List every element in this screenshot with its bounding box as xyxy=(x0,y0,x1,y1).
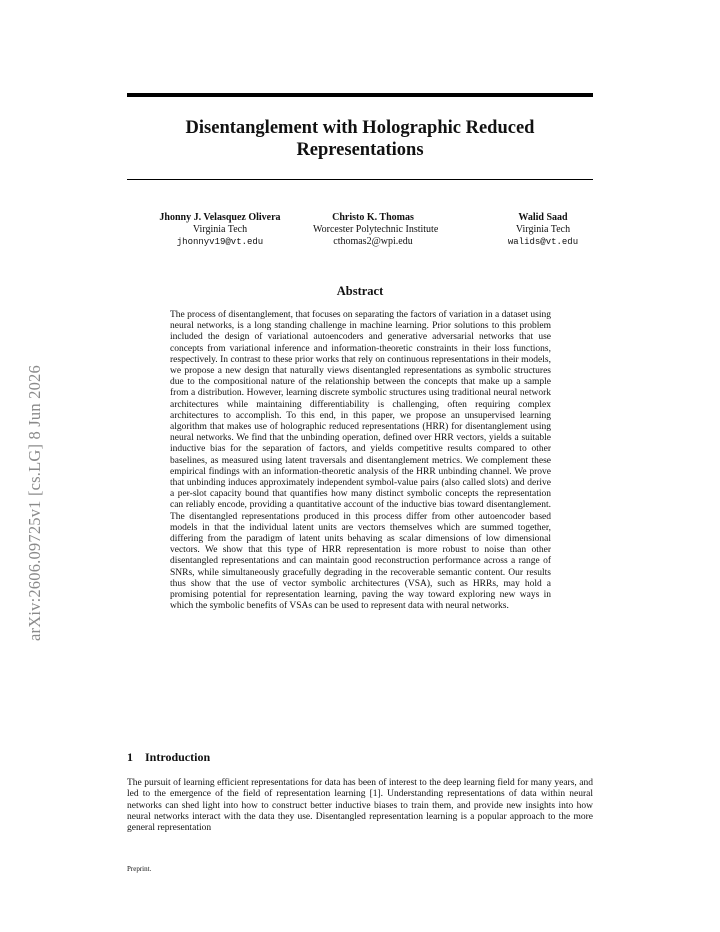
author-affiliation: Worcester Polytechnic Institute xyxy=(313,224,439,235)
author-email: jhonnyv19@vt.edu xyxy=(176,237,264,247)
title-bottom-rule xyxy=(127,179,593,180)
paper-title xyxy=(127,117,593,161)
author-1 xyxy=(150,212,290,248)
paper-title-line-1: Disentanglement with Holographic Reduced xyxy=(185,118,535,138)
author-block xyxy=(127,212,593,252)
author-name: Christo K. Thomas xyxy=(332,212,414,223)
introduction-body: The pursuit of learning efficient representations for data has been of interest to the deep learning field for many years, and led to the emergence of the field of representation learning [1]. Understanding representations of data within neural networks can shed light into how to construct better inductive biases to train them, and provide new insights into how neural networks interact with the data they use. Disentangled representation learning is a popular approach to the more general representation xyxy=(127,778,593,834)
author-affiliation: Virginia Tech xyxy=(192,224,248,235)
abstract-body: The process of disentanglement, that focuses on separating the factors of variation in a dataset using neural networks, is a long standing challenge in machine learning. Prior solutions to this problem included the design of variational autoencoders and generative adversarial networks that use concepts from variational inference and information-theoretic constraints in their loss functions, respectively. In contrast to these prior works that rely on continuous representations in their models, we propose a new design that naturally views disentangled representations as symbolic structures due to the compositional nature of the relationship between the concepts that make up a sample from a distribution. However, learning discrete symbolic structures using traditional neural network architectures while maintaining differentiability is challenging, often requiring complex architectures to accomplish. To this end, in this paper, we propose an unsupervised learning algorithm that makes use of holographic reduced representations (HRR) for disentanglement using neural networks. We find that the unbinding operation, defined over HRR vectors, yields a suitable inductive bias for the separation of factors, and yields competitive results compared to other baselines, as measured using latent traversals and disentanglement metrics. We complement these empirical findings with an information-theoretic analysis of the HRR unbinding channel. We prove that unbinding induces approximately independent symbol-value pairs (also called slots) and derive a per-slot capacity bound that quantifies how many distinct symbolic concepts the representation can reliably encode, providing a quantitative account of the inductive bias toward disentanglement. The disentangled representations produced in this process differ from other autoencoder based models in that the individual latent units are vectors themselves which are summed together, differing from the paradigm of latent units behaving as scalar dimensions of low dimensional vectors. We show that this type of HRR representation is more robust to noise than other disentangled representations and can maintain good reconstruction performance across a range of SNRs, while simultaneously gracefully degrading in the recoverable semantic content. Our results thus show that the use of vector symbolic architectures (VSA), such as HRRs, may hold a promising potential for representation learning, paving the way toward exploring new ways in which the symbolic benefits of VSAs can be used to represent data with neural networks. xyxy=(170,310,551,612)
author-3 xyxy=(495,212,591,248)
author-email: cthomas2@wpi.edu xyxy=(333,236,413,247)
title-top-rule xyxy=(127,93,593,97)
author-name: Jhonny J. Velasquez Olivera xyxy=(159,212,281,223)
preprint-footnote: Preprint. xyxy=(127,865,152,873)
section-heading xyxy=(127,750,210,764)
arxiv-side-stamp: arXiv:2606.09725v1 [cs.LG] 8 Jun 2026 xyxy=(25,365,44,641)
abstract-heading: Abstract xyxy=(336,284,384,298)
section-number: 1 xyxy=(127,750,133,764)
author-email: walids@vt.edu xyxy=(507,237,579,247)
author-name: Walid Saad xyxy=(518,212,568,223)
author-2 xyxy=(313,212,439,248)
paper-title-line-2: Representations xyxy=(296,140,424,160)
author-affiliation: Virginia Tech xyxy=(515,224,571,235)
section-title: Introduction xyxy=(145,750,211,764)
